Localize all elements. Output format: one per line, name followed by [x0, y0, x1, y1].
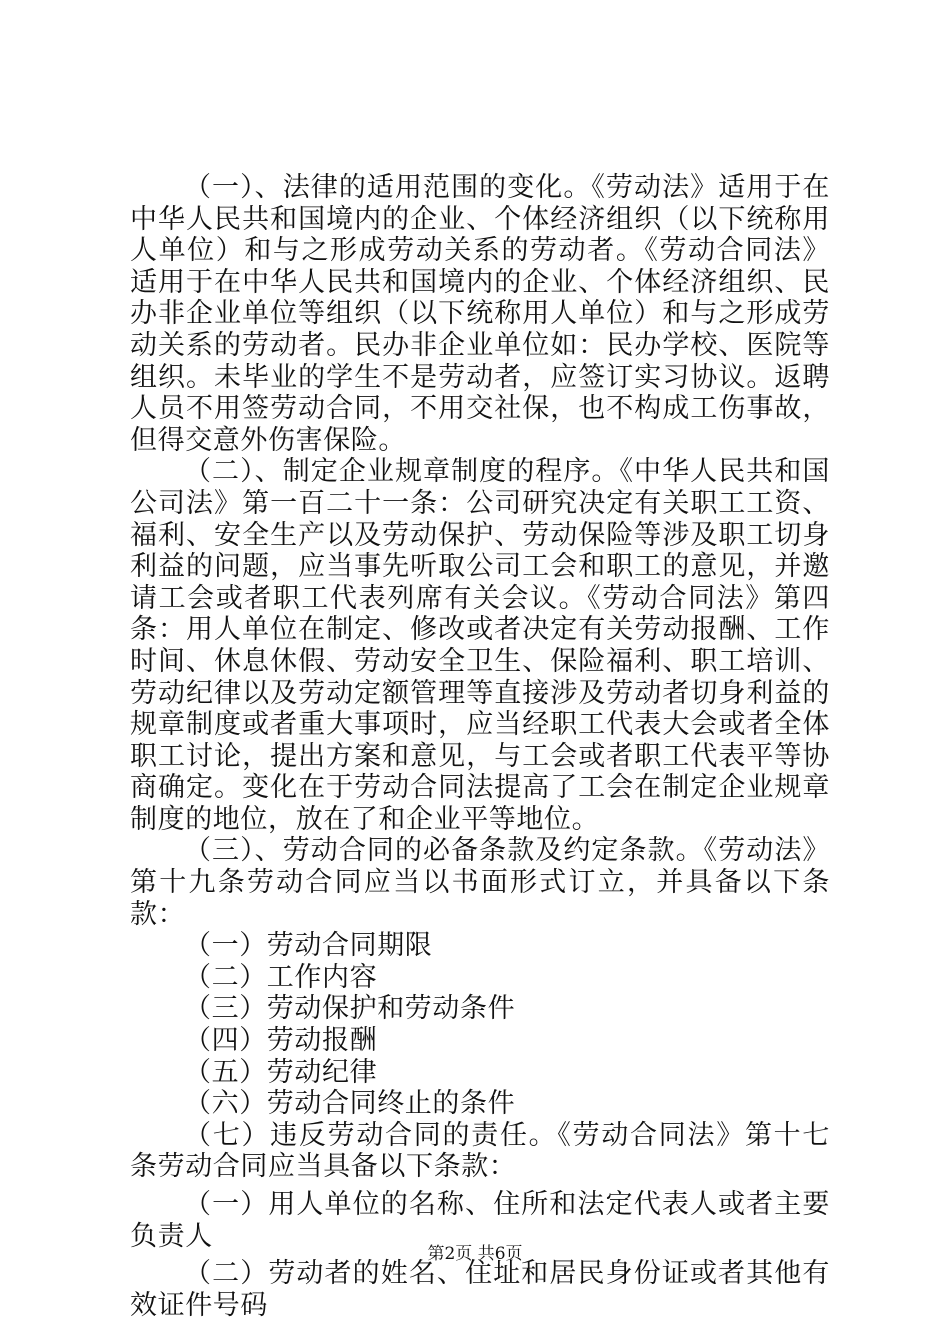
list-item: （五）劳动纪律 [184, 1056, 378, 1088]
paragraph-contract-clauses: （三）、劳动合同的必备条款及约定条款。《劳动法》第十九条劳动合同应当以书面形式订立，并具备以下条款： [130, 835, 830, 930]
list-item: （一）用人单位的名称、住所和法定代表人或者主要负责人 [130, 1189, 830, 1252]
paragraph-rules-procedure: （二）、制定企业规章制度的程序。《中华人民共和国公司法》第一百二十一条：公司研究决定有关职工工资、福利、安全生产以及劳动保护、劳动保险等涉及职工切身利益的问题，应当事先听取公司工会和职工的意见，并邀请工会或者职工代表列席有关会议。《劳动合同法》第四条：用人单位在制定、修改或者决定有关劳动报酬、工作时间、休息休假、劳动安全卫生、保险福利、职工培训、劳动纪律以及劳动定额管理等直接涉及劳动者切身利益的规章制度或者重大事项时，应当经职工代表大会或者全体职工讨论，提出方案和意见，与工会或者职工代表平等协商确定。变化在于劳动合同法提高了工会在制定企业规章制度的地位，放在了和企业平等地位。 [130, 456, 830, 835]
document-body [130, 172, 830, 1321]
list-item: （二）劳动者的姓名、住址和居民身份证或者其他有效证件号码 [130, 1258, 830, 1321]
paragraph-law-scope: （一）、法律的适用范围的变化。《劳动法》适用于在中华人民共和国境内的企业、个体经济组织（以下统称用人单位）和与之形成劳动关系的劳动者。《劳动合同法》适用于在中华人民共和国境内的企业、个体经济组织、民办非企业单位等组织（以下统称用人单位）和与之形成劳动关系的劳动者。民办非企业单位如：民办学校、医院等组织。未毕业的学生不是劳动者，应签订实习协议。返聘人员不用签劳动合同，不用交社保，也不构成工伤事故，但得交意外伤害保险。 [130, 172, 830, 456]
list-item: （二）工作内容 [184, 961, 378, 993]
paragraph-violation-liability: （七）违反劳动合同的责任。《劳动合同法》第十七条劳动合同应当具备以下条款： [130, 1119, 830, 1183]
list-item: （四）劳动报酬 [184, 1025, 378, 1057]
list-item: （一）劳动合同期限 [184, 930, 433, 962]
page-footer [0, 1243, 950, 1265]
page-number: 第2页 共6页 [427, 1244, 523, 1264]
list-item: （六）劳动合同终止的条件 [184, 1088, 516, 1120]
list-item: （三）劳动保护和劳动条件 [184, 993, 516, 1025]
